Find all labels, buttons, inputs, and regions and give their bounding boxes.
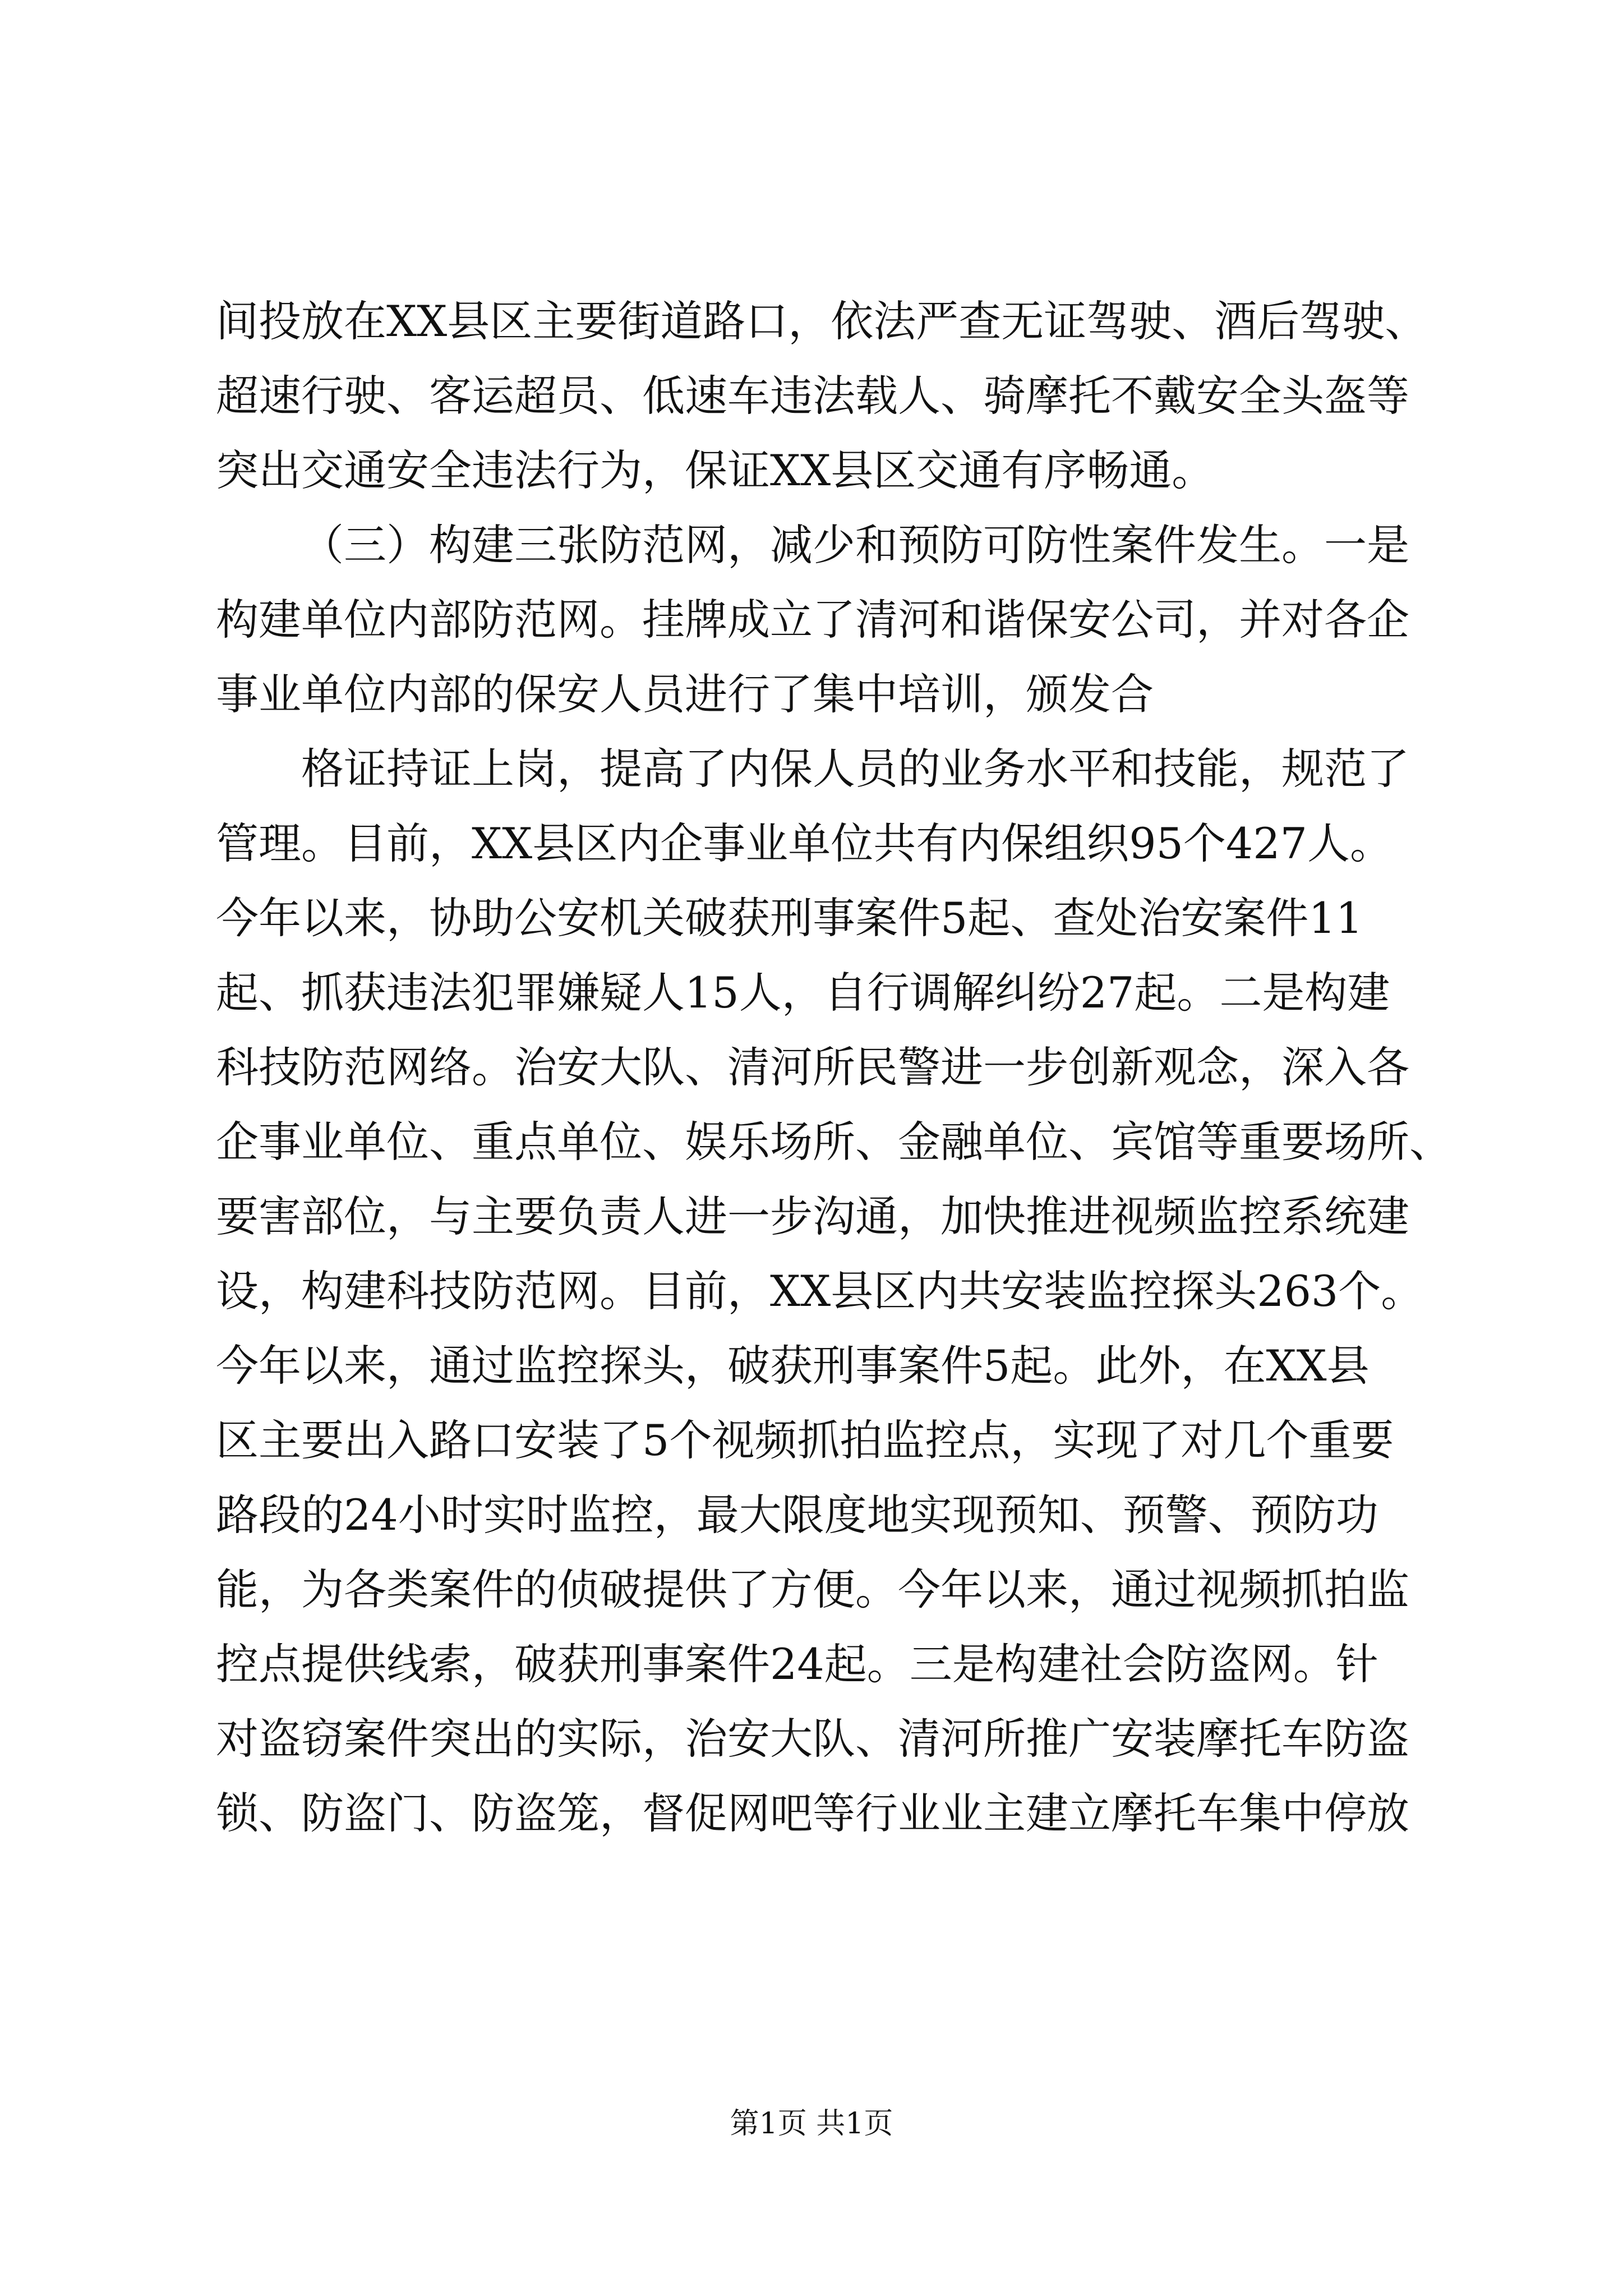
text-line: 控点提供线索，破获刑事案件24起。三是构建社会防盗网。针 [216, 1639, 1378, 1689]
text-line: 格证持证上岗，提高了内保人员的业务水平和技能，规范了 [301, 744, 1409, 794]
text-line: 超速行驶、客运超员、低速车违法载人、骑摩托不戴安全头盔等 [216, 371, 1409, 421]
text-line: 能，为各类案件的侦破提供了方便。今年以来，通过视频抓拍监 [216, 1565, 1409, 1614]
text-line: 今年以来，通过监控探头，破获刑事案件5起。此外，在XX县 [216, 1341, 1370, 1391]
text-line: 区主要出入路口安装了5个视频抓拍监控点，实现了对几个重要 [216, 1415, 1394, 1465]
text-line: 构建单位内部防范网。挂牌成立了清河和谐保安公司，并对各企 [216, 595, 1409, 645]
text-line: 事业单位内部的保安人员进行了集中培训，颁发合 [216, 669, 1154, 719]
text-line: 科技防范网络。治安大队、清河所民警进一步创新观念，深入各 [216, 1042, 1409, 1092]
text-line: 今年以来，协助公安机关破获刑事案件5起、查处治安案件11 [216, 893, 1363, 943]
text-line: 企事业单位、重点单位、娱乐场所、金融单位、宾馆等重要场所、 [216, 1117, 1452, 1167]
text-line: 突出交通安全违法行为，保证XX县区交通有序畅通。 [216, 445, 1215, 495]
text-line: 对盗窃案件突出的实际，治安大队、清河所推广安装摩托车防盗 [216, 1714, 1409, 1764]
text-line: 设，构建科技防范网。目前，XX县区内共安装监控探头263个。 [216, 1266, 1424, 1316]
text-line: 起、抓获违法犯罪嫌疑人15人，自行调解纠纷27起。二是构建 [216, 968, 1390, 1018]
text-line: 要害部位，与主要负责人进一步沟通，加快推进视频监控系统建 [216, 1191, 1409, 1241]
text-line: 路段的24小时实时监控，最大限度地实现预知、预警、预防功 [216, 1490, 1378, 1540]
text-line: 管理。目前，XX县区内企事业单位共有内保组织95个427人。 [216, 818, 1393, 868]
text-line: 间投放在XX县区主要街道路口，依法严查无证驾驶、酒后驾驶、 [216, 296, 1428, 346]
page-footer: 第1页 共1页 [730, 2107, 893, 2141]
text-line: 锁、防盗门、防盗笼，督促网吧等行业业主建立摩托车集中停放 [216, 1788, 1409, 1838]
text-line: （三）构建三张防范网，减少和预防可防性案件发生。一是 [301, 520, 1409, 570]
